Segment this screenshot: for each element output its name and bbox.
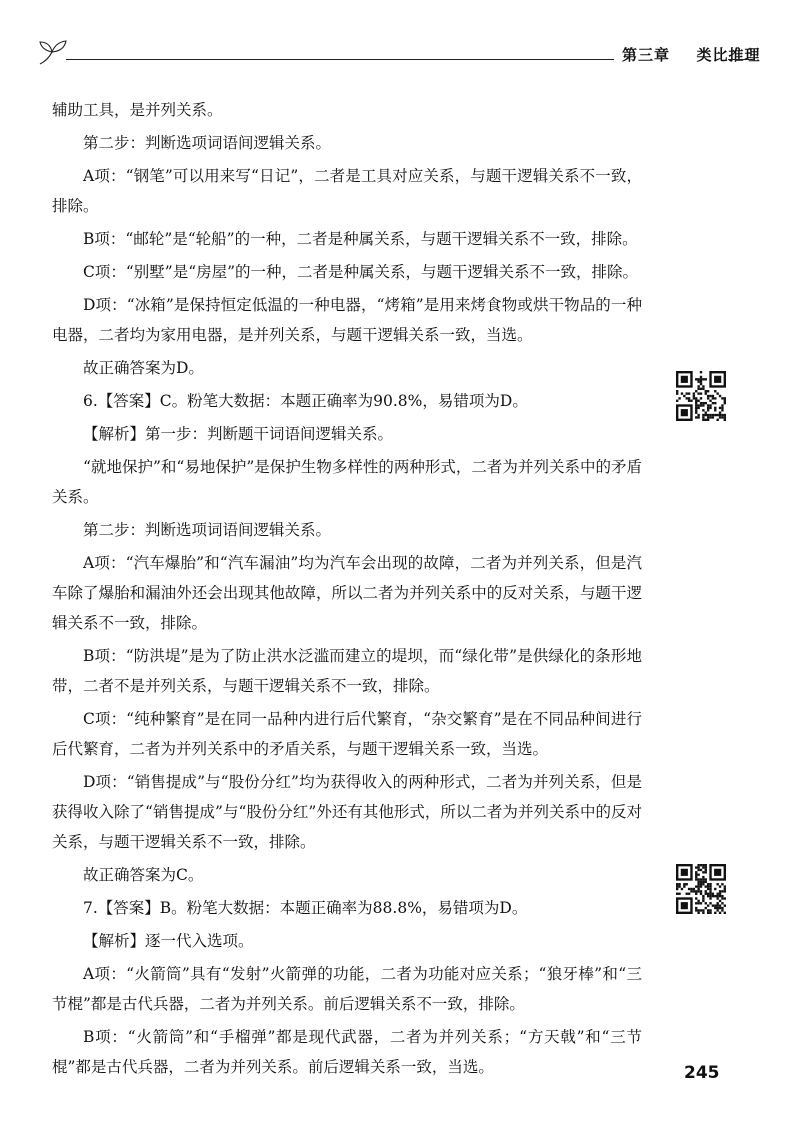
paragraph: D项：“销售提成”与“股份分红”均为获得收入的两种形式，二者为并列关系，但是获得收入除了“销售提成”与“股份分红”外还有其他形式，所以二者为并列关系中的反对关系，与题干逻辑关系不一致，排除。 bbox=[52, 773, 642, 851]
paragraph: 【解析】第一步：判断题干词语间逻辑关系。 bbox=[83, 425, 394, 443]
qr-code-icon bbox=[676, 371, 726, 421]
body-text bbox=[52, 92, 642, 1082]
paragraph: 辅助工具，是并列关系。 bbox=[52, 101, 223, 119]
paragraph: C项：“纯种繁育”是在同一品种内进行后代繁育，“杂交繁育”是在不同品种间进行后代繁育，二者为并列关系中的矛盾关系，与题干逻辑关系一致，当选。 bbox=[52, 710, 642, 758]
paragraph: C项：“别墅”是“房屋”的一种，二者是种属关系，与题干逻辑关系不一致，排除。 bbox=[83, 263, 639, 281]
header-rule-left bbox=[66, 59, 614, 60]
qr-code-icon bbox=[676, 864, 726, 914]
page-header bbox=[36, 38, 761, 68]
page-number: 245 bbox=[684, 1063, 720, 1083]
paragraph: “就地保护”和“易地保护”是保护生物多样性的两种形式，二者为并列关系中的矛盾关系。 bbox=[52, 458, 642, 506]
paragraph: B项：“防洪堤”是为了防止洪水泛滥而建立的堤坝，而“绿化带”是供绿化的条形地带，二者不是并列关系，与题干逻辑关系不一致，排除。 bbox=[52, 647, 642, 695]
paragraph: 故正确答案为C。 bbox=[83, 866, 204, 884]
chapter-title bbox=[622, 44, 761, 65]
paragraph: B项：“火箭筒”和“手榴弹”都是现代武器，二者为并列关系；“方天戟”和“三节棍”都是古代兵器，二者为并列关系。前后逻辑关系一致，当选。 bbox=[52, 1028, 642, 1076]
paragraph: D项：“冰箱”是保持恒定低温的一种电器，“烤箱”是用来烤食物或烘干物品的一种电器，二者均为家用电器，是并列关系，与题干逻辑关系一致，当选。 bbox=[52, 296, 642, 344]
paragraph: A项：“汽车爆胎”和“汽车漏油”均为汽车会出现的故障，二者为并列关系，但是汽车除了爆胎和漏油外还会出现其他故障，所以二者为并列关系中的反对关系，与题干逻辑关系不一致，排除。 bbox=[52, 554, 642, 632]
paragraph: B项：“邮轮”是“轮船”的一种，二者是种属关系，与题干逻辑关系不一致，排除。 bbox=[83, 230, 638, 248]
paragraph: 故正确答案为D。 bbox=[83, 359, 204, 377]
paragraph: A项：“火箭筒”具有“发射”火箭弹的功能，二者为功能对应关系；“狼牙棒”和“三节棍”都是古代兵器，二者为并列关系。前后逻辑关系不一致，排除。 bbox=[52, 965, 642, 1013]
header-rule-right bbox=[728, 59, 754, 60]
paragraph: 6.【答案】C。粉笔大数据：本题正确率为90.8%，易错项为D。 bbox=[83, 392, 528, 410]
paragraph: 7.【答案】B。粉笔大数据：本题正确率为88.8%，易错项为D。 bbox=[83, 899, 528, 917]
paragraph: 【解析】逐一代入选项。 bbox=[83, 932, 254, 950]
paragraph: 第二步：判断选项词语间逻辑关系。 bbox=[83, 521, 332, 539]
sprout-icon bbox=[36, 38, 76, 66]
chapter-number: 第三章 bbox=[622, 46, 671, 64]
section-title: 类比推理 bbox=[696, 46, 761, 64]
paragraph: 第二步：判断选项词语间逻辑关系。 bbox=[83, 134, 332, 152]
paragraph: A项：“钢笔”可以用来写“日记”，二者是工具对应关系，与题干逻辑关系不一致，排除。 bbox=[52, 167, 642, 215]
